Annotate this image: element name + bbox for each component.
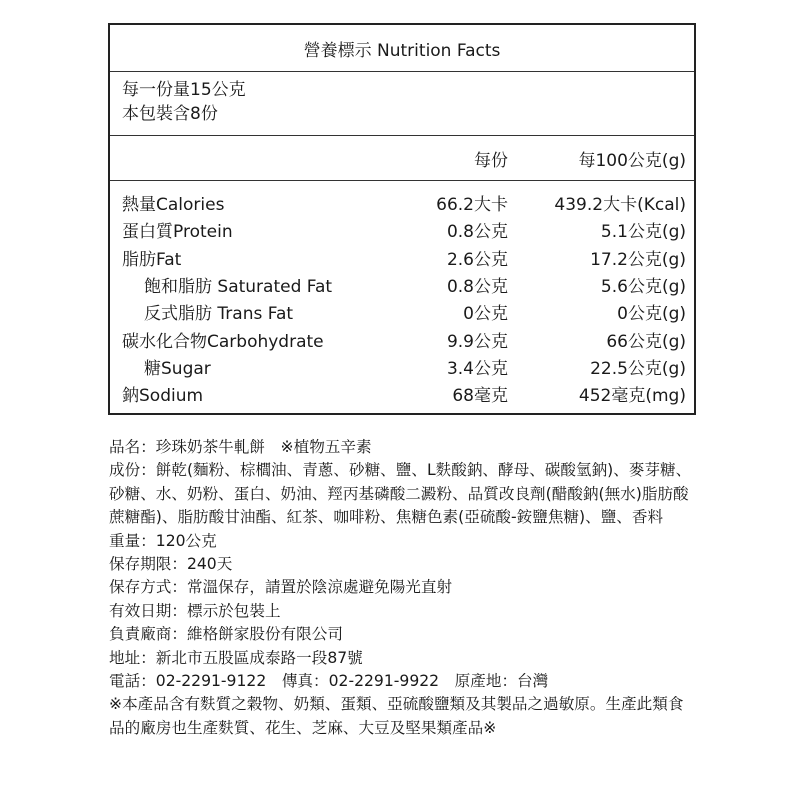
nutrient-row-sodium [122, 380, 694, 407]
nutrient-per-100g: 439.2大卡(Kcal) [554, 195, 686, 216]
column-header-row [110, 136, 694, 181]
nutrient-per-100g: 5.6公克(g) [600, 277, 686, 298]
nutrient-list [110, 181, 694, 413]
servings-per-package: 本包裝含8份 [122, 104, 218, 124]
nutrient-per-100g: 22.5公克(g) [590, 358, 686, 379]
nutrient-per-100g: 5.1公克(g) [600, 222, 686, 243]
nutrient-row-trans-fat [122, 298, 694, 325]
weight: 重量：120公克 [109, 531, 217, 550]
nutrient-row-carbohydrate [122, 325, 694, 352]
nutrient-per-serving: 66.2大卡 [436, 195, 508, 216]
storage-method: 保存方式：常溫保存，請置於陰涼處避免陽光直射 [109, 578, 453, 597]
column-per-serving: 每份 [474, 150, 508, 171]
nutrient-name: 糖Sugar [144, 358, 211, 379]
product-name: 品名：珍珠奶茶牛軋餅 ※植物五辛素 [109, 438, 372, 456]
nutrient-row-protein [122, 216, 694, 243]
nutrient-per-100g: 452毫克(mg) [578, 386, 686, 407]
nutrient-per-serving: 3.4公克 [446, 358, 508, 379]
nutrient-row-sugar [122, 353, 694, 380]
product-info [109, 436, 699, 740]
manufacturer: 負責廠商：維格餅家股份有限公司 [109, 625, 343, 644]
nutrient-per-100g: 0公克(g) [617, 304, 686, 325]
nutrition-facts-table [108, 23, 696, 415]
serving-info [110, 72, 694, 136]
shelf-life: 保存期限：240天 [109, 555, 233, 574]
nutrient-row-saturated-fat [122, 271, 694, 298]
contact-info: 電話：02-2291-9122 傳真：02-2291-9922 原產地：台灣 [109, 672, 549, 691]
nutrient-name: 鈉Sodium [122, 386, 204, 407]
address: 地址：新北市五股區成泰路一段87號 [109, 648, 363, 667]
nutrient-row-calories [122, 189, 694, 216]
nutrient-name: 飽和脂肪 Saturated Fat [144, 277, 333, 298]
nutrient-row-fat [122, 244, 694, 271]
nutrient-name: 反式脂肪 Trans Fat [144, 304, 294, 325]
nutrient-per-serving: 0.8公克 [446, 277, 508, 298]
nutrient-per-serving: 0公克 [463, 304, 508, 325]
nutrient-per-serving: 0.8公克 [446, 222, 508, 243]
nutrient-per-100g: 17.2公克(g) [590, 249, 686, 270]
column-per-100g: 每100公克(g) [578, 150, 686, 171]
nutrient-name: 熱量Calories [122, 195, 225, 216]
nutrient-per-serving: 68毫克 [452, 386, 508, 407]
nutrient-per-100g: 66公克(g) [606, 331, 686, 352]
serving-size: 每一份量15公克 [122, 80, 246, 100]
nutrient-per-serving: 9.9公克 [446, 331, 508, 352]
nutrient-per-serving: 2.6公克 [446, 249, 508, 270]
nutrition-title: 營養標示 Nutrition Facts [110, 25, 694, 72]
nutrient-name: 脂肪Fat [122, 249, 182, 270]
nutrient-name: 碳水化合物Carbohydrate [122, 331, 324, 352]
ingredients: 成份：餅乾(麵粉、棕櫚油、青蔥、砂糖、鹽、L麩酸鈉、酵母、碳酸氫鈉)、麥芽糖、砂糖、水、奶粉、蛋白、奶油、羥丙基磷酸二澱粉、品質改良劑(醋酸鈉(無水)脂肪酸蔗糖酯)、脂肪酸甘油酯、紅茶、咖啡粉、焦糖色素(亞硫酸-銨鹽焦糖)、鹽、香料 [109, 461, 692, 527]
allergen-notice: ※本產品含有麩質之穀物、奶類、蛋類、亞硫酸鹽類及其製品之過敏原。生產此類食品的廠房也生產麩質、花生、芝麻、大豆及堅果類產品※ [109, 695, 684, 737]
nutrient-name: 蛋白質Protein [122, 222, 233, 243]
expiry-date: 有效日期：標示於包裝上 [109, 601, 281, 620]
